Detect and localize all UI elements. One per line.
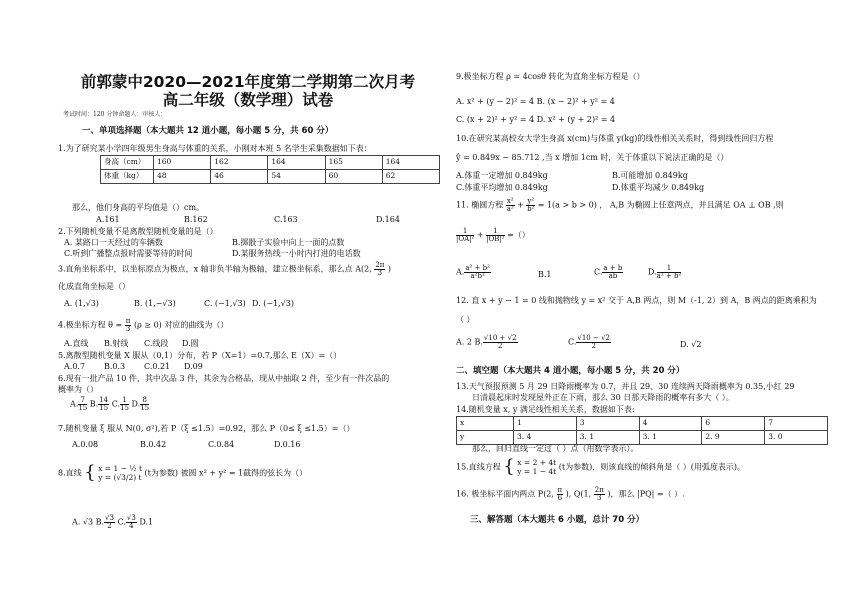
table-row [457, 417, 828, 431]
option-label: A. [70, 399, 79, 409]
question-12-stem: 12. 直 x + y − 1 = 0 线和抛物线 y = x² 交于 A,B 两点，则 M（-1, 2）到 A，B 两点的距离乘积为 [456, 296, 817, 305]
option-label: C. [117, 517, 126, 527]
table-cell: 3. 1 [576, 431, 639, 445]
question-14-tail: 那么，回归直线一定过（ ）点（用数学表示）。 [472, 444, 639, 453]
question-16-stem [456, 487, 685, 502]
plus-sign: + [517, 200, 524, 210]
denominator: a² [506, 205, 514, 213]
fraction [483, 335, 518, 350]
question-11-option-c [594, 265, 623, 280]
denominator: 2 [591, 342, 596, 350]
question-3-option-c: C. (−1,√3) [204, 299, 246, 308]
question-5-option-c: C.0.21 [144, 362, 171, 371]
question-5-option-d: D.09 [184, 362, 203, 371]
exam-meta: 考试时间：120 分钟命题人：审核人： [63, 111, 167, 118]
table-cell: 3 [576, 417, 639, 431]
numerator: π [557, 486, 563, 494]
denominator: a² + b² [656, 272, 682, 280]
question-8-tail: (t为参数) 被圆 x² + y² = 1截得的弦长为（） [144, 468, 308, 478]
table-cell: y [457, 431, 514, 445]
table-row [101, 170, 440, 184]
table-row [101, 156, 440, 170]
question-8-options [72, 515, 153, 530]
question-1-option-d: D.164 [376, 215, 400, 224]
brace: { [503, 456, 515, 477]
denominator: 3 [125, 325, 131, 333]
fraction [140, 397, 149, 412]
denominator: 4 [129, 522, 134, 530]
table-cell: 1 [514, 417, 577, 431]
exam-subtitle: 高二年级（数学理）试卷 [162, 91, 334, 109]
question-11-label: 11. 椭圆方程 [456, 200, 504, 210]
numerator: 2π [375, 261, 385, 269]
denominator: b² [527, 205, 535, 213]
question-4-option-c: C.线段 [144, 339, 169, 348]
table-cell: 3. 4 [514, 431, 577, 445]
plus-sign: + [476, 230, 484, 240]
brace: { [84, 462, 96, 483]
question-13-line-1: 13.天气预报预测 5 月 29 日降雨概率为 0.7，并且 29、30 连续两天降雨概率为 0.35,小红 29 [456, 382, 795, 391]
denominator: |OB|² [486, 235, 505, 243]
question-4-option-b: B.射线 [104, 339, 129, 348]
fraction [657, 265, 682, 280]
table-cell: 54 [268, 170, 325, 184]
denominator: 15 [78, 404, 88, 412]
question-1-option-c: C.163 [274, 215, 298, 224]
question-1-tail: 那么，他们身高的平均值是（）cm。 [72, 203, 205, 212]
section-heading-fill: 二、填空题（本大题共 4 道小题，每小题 5 分，共 20 分） [456, 366, 685, 376]
numerator: √3 [126, 514, 136, 522]
question-3-stem-end: ) [387, 264, 392, 274]
question-3-tail: 化成直角坐标是（） [58, 282, 130, 291]
question-7-option-b: B.0.42 [140, 440, 167, 449]
fraction [594, 487, 605, 502]
question-3-option-b: B. (1,−√3) [134, 299, 176, 308]
question-13-line-2: 日清晨起床时发现屋外正在下雨，那么 30 日那天降雨的概率有多大（ ）。 [472, 393, 734, 402]
question-14-table [456, 416, 828, 445]
question-4-option-a: A.直线 [64, 339, 89, 348]
option-label: C. [594, 267, 603, 277]
option-a: A. √3 [72, 517, 94, 527]
question-1-table [100, 155, 440, 184]
numerator: √10 + √2 [483, 334, 517, 342]
fraction [456, 228, 474, 243]
question-8-label: 8.直线 [58, 468, 82, 478]
equation-system [517, 458, 556, 478]
question-7-option-c: C.0.84 [208, 440, 235, 449]
fraction [98, 397, 109, 412]
fraction [576, 335, 611, 350]
question-15-stem [456, 456, 745, 479]
numerator: √3 [105, 514, 114, 522]
question-10-option-c: C.体重平均增加 0.849kg [456, 183, 548, 192]
numerator: a + b [603, 264, 623, 272]
question-3-stem-text: 3.直角坐标系中，以坐标原点为极点，x 轴非负半轴为极轴，建立极坐标系，那么点 A(2, [58, 264, 372, 274]
fraction [374, 262, 385, 277]
table-row [457, 431, 828, 445]
denominator: 6 [557, 494, 563, 502]
denominator: 2 [497, 342, 503, 350]
table-cell: 164 [268, 156, 325, 170]
question-10-option-b: B.可能增加 0.849kg [612, 171, 688, 180]
option-label: B. [89, 399, 99, 409]
numerator: 8 [140, 397, 149, 405]
numerator: a² + b² [465, 264, 490, 272]
option-label: D. [648, 267, 657, 277]
question-7-stem: 7.随机变量 ξ 服从 N(0, σ²),若 P（ξ ≤1.5）=0.92，那么 P（0≤ ξ ≤1.5）=（） [58, 424, 355, 433]
table-cell: 2. 9 [702, 431, 765, 445]
table-cell: 4 [639, 417, 702, 431]
option-label: A. [456, 267, 465, 277]
denominator: a²b² [470, 272, 485, 280]
table-cell: 60 [325, 170, 382, 184]
question-2-option-b: B.掷骰子实验中向上一面的点数 [232, 238, 345, 247]
denominator: 3 [377, 269, 383, 277]
question-3-option-a: A. (1,√3) [64, 299, 99, 308]
question-5-stem: 5.离散型随机变量 X 服从（0,1）分布，若 P（X=1）=0.7,那么 E（X）=（） [58, 351, 342, 360]
equation-line: y = 1 − 4t [517, 467, 557, 477]
fraction [557, 487, 564, 502]
denominator: 15 [140, 404, 150, 412]
exam-title: 前郭蒙中2020—2021年度第二学期第二次月考 [80, 73, 416, 91]
section-heading-answer: 三、解答题（本大题共 6 小题，总计 70 分） [470, 515, 645, 525]
fraction [464, 265, 491, 280]
question-12-option-d: D. √2 [680, 340, 702, 349]
question-4-stem [58, 318, 228, 333]
table-cell: 162 [211, 156, 268, 170]
question-1-stem: 1.为了研究某小学四年级男生身高与体重的关系，小刚对本班 5 名学生采集数据如下表： [58, 144, 372, 153]
table-cell: 164 [382, 156, 439, 170]
numerator: 1 [657, 265, 682, 273]
numerator: 1 [456, 228, 474, 236]
numerator: 14 [99, 396, 109, 404]
question-9-options-ab: A. x² + (y − 2)² = 4 B. (x − 2)² + y² = 4 [456, 97, 615, 106]
equation-system [98, 464, 142, 484]
table-cell: 体重（kg） [101, 170, 154, 184]
denominator: 15 [99, 404, 109, 412]
equation-line: x = 2 + 4t [517, 457, 557, 467]
question-12-options [456, 335, 518, 350]
numerator: 1 [486, 228, 504, 236]
question-11-option-b: B.1 [538, 270, 552, 279]
table-cell: 6 [702, 417, 765, 431]
fraction [126, 515, 137, 530]
fraction [486, 228, 504, 243]
fraction [78, 397, 87, 412]
question-10-option-a: A.体重一定增加 0.849kg [456, 171, 548, 180]
numerator: y² [527, 197, 535, 205]
question-6-options [70, 397, 149, 412]
fraction [602, 265, 623, 280]
question-9-options-cd: C. (x + 2)² + y² = 4 D. x² + (y + 2)² = 4 [456, 115, 616, 124]
numerator: √10 − √2 [577, 334, 610, 342]
question-8-stem [58, 462, 307, 485]
question-2-option-d: D.某服务热线一小时内打进的电话数 [232, 249, 361, 258]
question-10-stem-1: 10.在研究某高校女大学生身高 x(cm)与体重 y(kg)的线性相关关系时，得到线性回归方程 [456, 134, 774, 143]
question-10-stem-2: ŷ = 0.849x − 85.712 ,当 x 增加 1cm 时，关于体重以下说法正确的是（） [456, 153, 729, 162]
numerator: 2π [594, 486, 604, 494]
question-4-option-d: D.圆 [182, 339, 199, 348]
question-2-option-c: C.听到广播整点报时需要等待的时间 [64, 249, 193, 258]
question-16-stem-b: ), Q(1, [565, 489, 592, 499]
table-cell: 160 [154, 156, 211, 170]
question-16-stem-a: 16. 极坐标平面内两点 P(2, [456, 489, 554, 499]
fraction [120, 397, 129, 412]
question-6-tail: 概率为（） [58, 385, 98, 394]
equals: =（） [507, 230, 530, 240]
question-3-option-d: D. (−1,√3) [252, 299, 294, 308]
question-11-option-a [456, 265, 491, 280]
table-cell: 3. 1 [639, 431, 702, 445]
question-16-stem-c: )，那么 |PQ| =（ ）. [607, 489, 685, 499]
question-9-stem: 9.极坐标方程 ρ = 4cosθ 转化为直角坐标方程是（） [456, 72, 645, 81]
option-label: B. [95, 517, 105, 527]
question-7-option-d: D.0.16 [274, 440, 301, 449]
question-12-paren: （ ） [456, 315, 475, 324]
question-1-option-a: A.161 [96, 215, 120, 224]
table-cell: 165 [325, 156, 382, 170]
fraction [104, 515, 115, 530]
question-2-option-a: A. 某路口一天经过的车辆数 [64, 238, 163, 247]
question-4-stem-a: 4.极坐标方程 θ = [58, 320, 123, 330]
question-2-stem: 2.下列随机变量不是离散型随机变量的是（） [58, 227, 218, 236]
numerator: 7 [78, 397, 87, 405]
question-14-stem: 14.随机变量 x, y 满足线性相关关系，数据如下表: [456, 405, 635, 414]
table-cell: 48 [154, 170, 211, 184]
question-11-option-d [648, 265, 681, 280]
question-15-label: 15.直线方程 [456, 462, 501, 472]
question-3-stem [58, 262, 391, 277]
option-label: C. [111, 399, 121, 409]
equation-line: y = (√3/2) t [98, 473, 142, 483]
denominator: ab [608, 272, 618, 280]
numerator: 1 [120, 397, 129, 405]
denominator: 2 [107, 522, 112, 530]
fraction [125, 318, 132, 333]
denominator: |OA|² [456, 235, 475, 243]
question-7-option-a: A.0.08 [72, 440, 99, 449]
table-cell: x [457, 417, 514, 431]
option-label: B. [474, 337, 483, 347]
question-1-option-b: B.162 [184, 215, 208, 224]
table-cell: 62 [382, 170, 439, 184]
option-d: D.1 [139, 517, 154, 527]
option-label: D. [131, 399, 141, 409]
question-4-stem-b: (ρ ≥ 0) 对应的曲线为（） [133, 320, 229, 330]
denominator: 3 [597, 494, 602, 502]
equation-line: x = 1 − ½ t [98, 463, 142, 473]
question-11-stem-text: = 1(a > b > 0) ， A,B 为椭圆上任意两点，并且满足 OA ⊥ OB ,则 [537, 200, 784, 210]
table-cell: 46 [211, 170, 268, 184]
numerator: x² [506, 197, 514, 205]
option-a: A. 2 [456, 337, 472, 347]
table-cell: 7 [765, 417, 828, 431]
table-cell: 3. 0 [765, 431, 828, 445]
question-15-tail: (t为参数)，则该直线的倾斜角是（ ）(用弧度表示)。 [558, 462, 745, 472]
option-label: C. [568, 337, 577, 347]
question-6-stem: 6.现有一批产品 10 件，其中次品 3 件，其余为合格品，现从中抽取 2 件，至少有一件次品的 [58, 374, 390, 383]
question-10-option-d: D.体重平均减少 0.849kg [612, 183, 705, 192]
question-12-option-c [568, 335, 611, 350]
question-11-stem [456, 198, 784, 213]
numerator: π [125, 317, 131, 325]
fraction [526, 198, 535, 213]
question-5-option-b: B.0.3 [104, 362, 126, 371]
section-heading-choice: 一、单项选择题（本大题共 12 道小题，每小题 5 分，共 60 分） [82, 126, 334, 136]
denominator: 15 [120, 404, 129, 412]
question-5-option-a: A.0.7 [64, 362, 86, 371]
question-11-expression [456, 228, 530, 243]
table-cell: 身高（cm） [101, 156, 154, 170]
fraction [506, 198, 515, 213]
